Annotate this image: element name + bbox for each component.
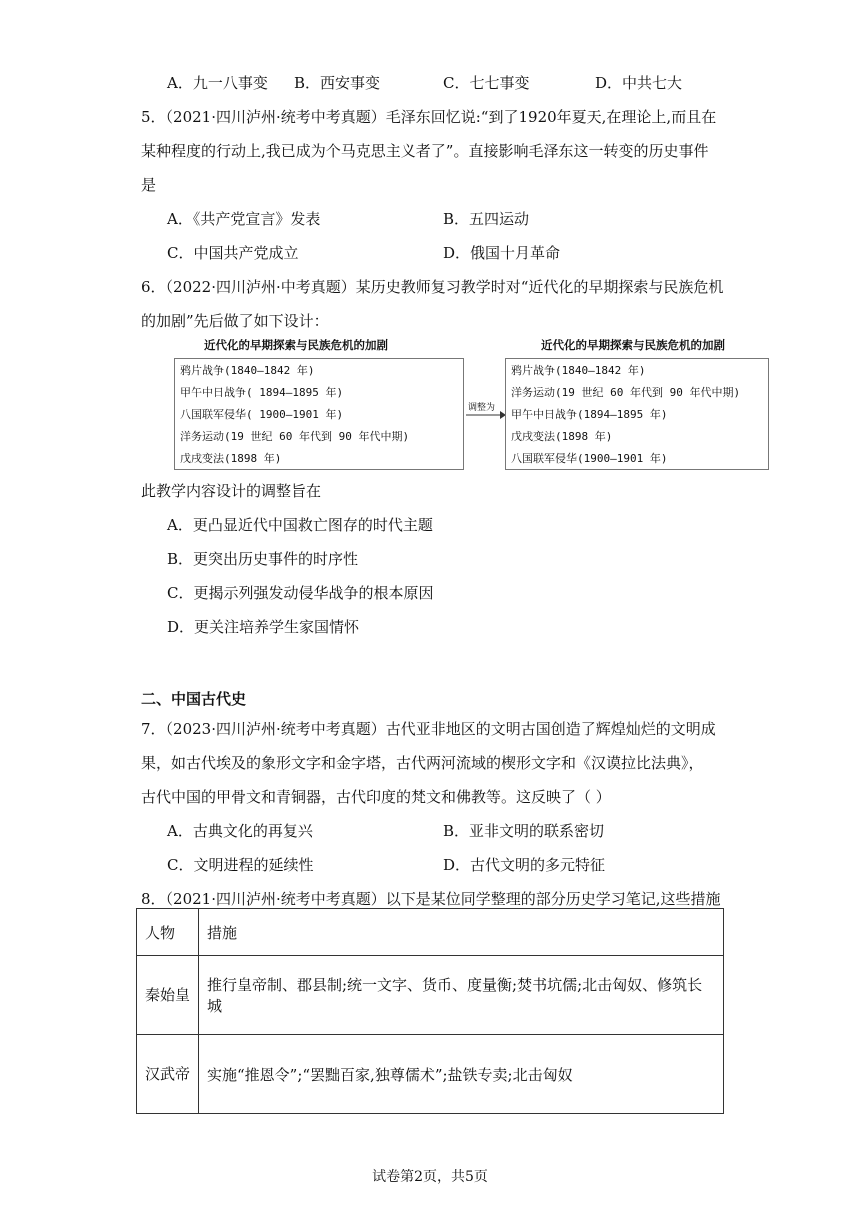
diagram-left-item: 戊戌变法(1898 年) (180, 452, 282, 465)
diagram-left-item: 鸦片战争(1840—1842 年) (180, 364, 315, 377)
diagram-arrow-label: 调整为 (468, 403, 496, 413)
q8-stem-line-1: 8．（2021·四川泸州·统考中考真题）以下是某位同学整理的部分历史学习笔记,这些措施 (141, 890, 721, 908)
notes-table (136, 908, 724, 1114)
q6-question: 此教学内容设计的调整旨在 (141, 482, 322, 500)
diagram-left-title: 近代化的早期探索与民族危机的加剧 (204, 338, 388, 352)
diagram-right-item: 八国联军侵华(1900—1901 年) (511, 452, 668, 465)
table-header-person: 人物 (137, 909, 199, 956)
q5-option-c: C．中国共产党成立 (167, 244, 299, 262)
section-heading: 二、中国古代史 (141, 690, 247, 708)
q4-option-b: B．西安事变 (294, 74, 381, 92)
diagram-right-title: 近代化的早期探索与民族危机的加剧 (541, 338, 725, 352)
q6-stem-line-1: 6．（2022·四川泸州·中考真题）某历史教师复习教学时对“近代化的早期探索与民族危机 (141, 278, 724, 296)
table-row (137, 1035, 724, 1114)
table-row (137, 956, 724, 1035)
q7-option-a: A．古典文化的再复兴 (167, 822, 313, 840)
q7-stem-line-1: 7．（2023·四川泸州·统考中考真题）古代亚非地区的文明古国创造了辉煌灿烂的文明成 (141, 720, 716, 738)
diagram-right-box (505, 358, 769, 470)
q6-option-c: C．更揭示列强发动侵华战争的根本原因 (167, 584, 434, 602)
table-cell-measures: 推行皇帝制、郡县制;统一文字、货币、度量衡;焚书坑儒;北击匈奴、修筑长城 (199, 956, 724, 1035)
q5-option-a: A．《共产党宣言》发表 (167, 210, 321, 228)
table-cell-measures: 实施“推恩令”;“罢黜百家,独尊儒术”;盐铁专卖;北击匈奴 (199, 1035, 724, 1114)
q7-option-d: D．古代文明的多元特征 (443, 856, 606, 874)
q6-option-b: B．更突出历史事件的时序性 (167, 550, 359, 568)
diagram-right-item: 戊戌变法(1898 年) (511, 430, 613, 443)
q5-option-b: B．五四运动 (443, 210, 530, 228)
q6-option-d: D．更关注培养学生家国情怀 (167, 618, 360, 636)
diagram-left-item: 八国联军侵华( 1900—1901 年) (180, 408, 344, 421)
table-cell-person: 汉武帝 (137, 1035, 199, 1114)
page-footer: 试卷第2页，共5页 (372, 1169, 488, 1185)
right-arrow-icon (464, 409, 506, 421)
q5-stem-line-2: 某种程度的行动上,我已成为个马克思主义者了”。直接影响毛泽东这一转变的历史事件 (141, 142, 709, 160)
q7-option-b: B．亚非文明的联系密切 (443, 822, 605, 840)
table-cell-person: 秦始皇 (137, 956, 199, 1035)
diagram-right-item: 甲午中日战争(1894—1895 年) (511, 408, 668, 421)
diagram-left-item: 甲午中日战争( 1894—1895 年) (180, 386, 344, 399)
q7-stem-line-2: 果，如古代埃及的象形文字和金字塔，古代两河流域的楔形文字和《汉谟拉比法典》， (141, 754, 704, 772)
q5-stem-line-1: 5．（2021·四川泸州·统考中考真题）毛泽东回忆说:“到了1920年夏天,在理论上,而且在 (141, 108, 717, 126)
q5-option-d: D．俄国十月革命 (443, 244, 561, 262)
q4-option-d: D．中共七大 (595, 74, 683, 92)
diagram-left-item: 洋务运动(19 世纪 60 年代到 90 年代中期) (180, 430, 410, 443)
q4-option-a: A．九一八事变 (167, 74, 268, 92)
diagram-right-item: 鸦片战争(1840—1842 年) (511, 364, 646, 377)
q7-stem-line-3: 古代中国的甲骨文和青铜器，古代印度的梵文和佛教等。这反映了（ ） (141, 788, 611, 806)
q7-option-c: C．文明进程的延续性 (167, 856, 314, 874)
table-header-measures: 措施 (199, 909, 724, 956)
table-header-row (137, 909, 724, 956)
q4-option-c: C．七七事变 (443, 74, 530, 92)
diagram-right-item: 洋务运动(19 世纪 60 年代到 90 年代中期) (511, 386, 741, 399)
diagram-left-box (174, 358, 464, 470)
q6-stem-line-2: 的加剧”先后做了如下设计： (141, 312, 329, 330)
q6-option-a: A．更凸显近代中国救亡图存的时代主题 (167, 516, 433, 534)
q5-stem-line-3: 是 (141, 176, 157, 194)
